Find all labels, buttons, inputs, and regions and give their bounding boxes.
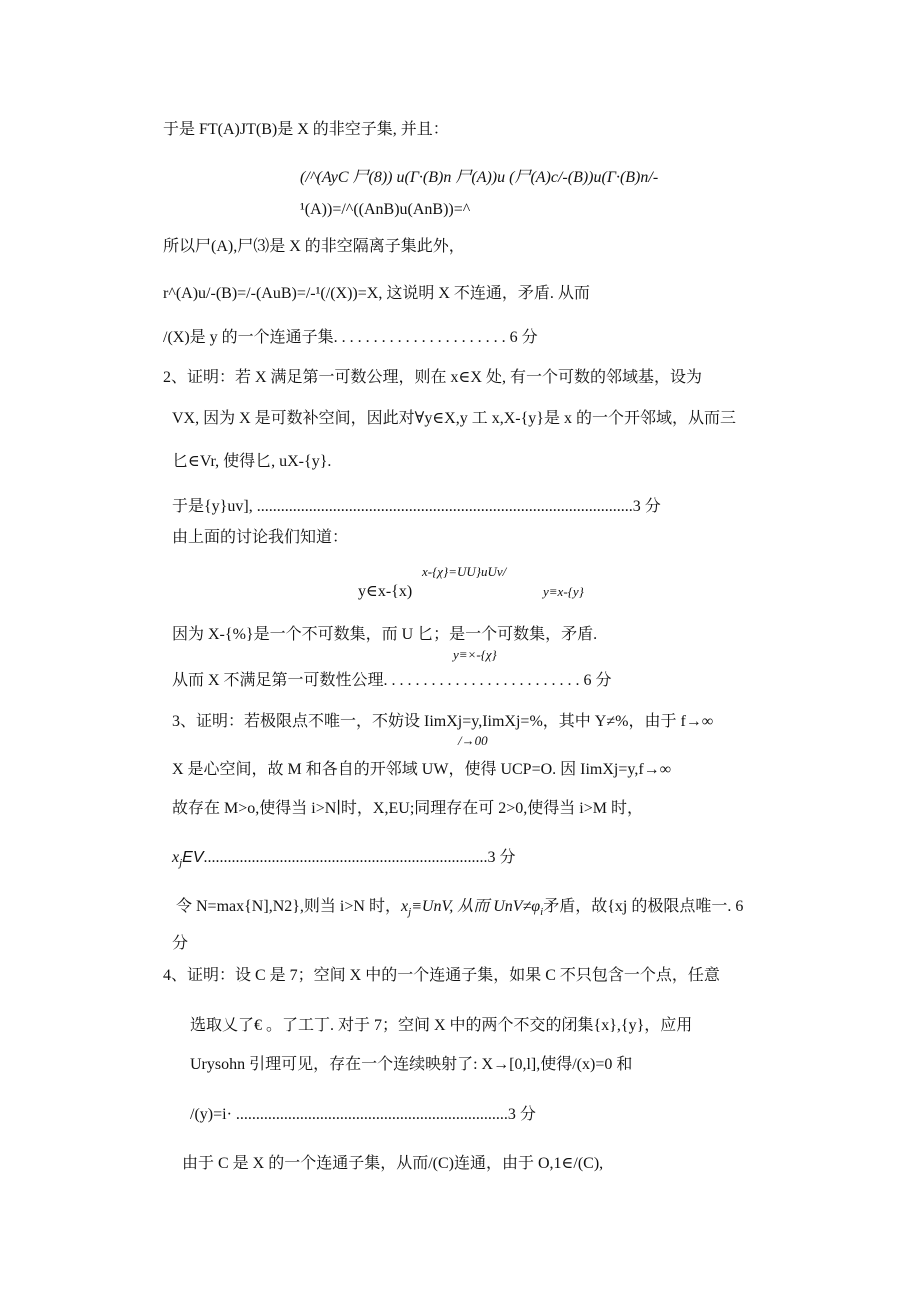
score-leader: .......................................................................3 分 [203,849,516,866]
section-2-heading: 2、证明：若 X 满足第一可数公理，则在 x∈X 处, 有一个可数的邻域基，设为 [163,369,702,386]
text-line [176,897,743,922]
formula-line: (/^(AyC 尸(8)) u(Γ·(B)n 尸(A))u (尸(A)c/-(B))u(Γ·(B)n/- [300,169,659,186]
text-line: VX, 因为 X 是可数补空间，因此对∀y∈X,y 工 x,X-{y}是 x 的一个开邻域，从而三 [172,410,736,427]
section-3-heading: 3、证明：若极限点不唯一，不妨设 IimXj=y,IimXj=%，其中 Y≠%，由于 f→∞ [172,713,714,730]
math-symbol: x [172,849,180,866]
text-segment: 令 N=max{N],N2},则当 i>N 时， [176,898,401,915]
text-line: 匕∈Vr, 使得匕, uX-{y}. [172,453,332,470]
math-symbol: x [400,898,409,915]
formula-line: ¹(A))=/^((AnB)u(AnB))=^ [300,201,471,218]
text-line: /(X)是 y 的一个连通子集. . . . . . . . . . . . . . . . . . . . . . 6 分 [163,329,538,346]
math-symbol: ≡UnV [411,898,450,915]
text-line: 所以尸(A),尸⑶是 X 的非空隔离子集此外， [163,238,465,255]
text-segment: 矛盾，故{xj 的极限点唯一. 6 [543,898,744,915]
math-subscript: j [179,857,183,870]
text-line [172,848,516,873]
text-line: 分 [172,935,189,952]
formula-line: x-{χ}=UU}uUv/ [422,564,507,579]
text-line: 由于 C 是 X 的一个连通子集，从而/(C)连通，由于 O,1∈/(C), [182,1155,604,1172]
text-line: 因为 X-{%}是一个不可数集，而 U 匕；是一个可数集，矛盾. [172,626,598,643]
text-line: 选取乂了€ 。了工丁. 对于 7；空间 X 中的两个不交的闭集{x},{y}，应用 [190,1017,693,1034]
math-subscript: i [540,906,544,919]
text-line: /(y)=i· ....................................................................3 分 [190,1106,536,1123]
formula-subscript: /→00 [458,733,488,748]
text-line: r^(A)u/-(B)=/-(AuB)=/-¹(/(X))=X, 这说明 X 不连通，矛盾. 从而 [163,285,590,302]
formula-subscript: y≡x-{y} [543,584,584,599]
section-4-heading: 4、证明：设 C 是 7；空间 X 中的一个连通子集，如果 C 不只包含一个点，任意 [163,967,720,984]
math-symbol: EV [182,849,204,866]
math-subscript: j [408,906,412,919]
text-line: 故存在 M>o,使得当 i>N∣时，X,EU;同理存在可 2>0,使得当 i>M 时， [172,800,643,817]
text-line: X 是心空间，故 M 和各自的开邻域 UW，使得 UCP=O. 因 IimXj=y,f→∞ [172,761,672,778]
text-line: 于是{y}uv], ..............................................................................................3 分 [172,498,661,515]
text-line: Urysohn 引理可见，存在一个连续映射了: X→[0,l],使得/(x)=0 和 [190,1056,633,1073]
formula-subscript: y∈x-{x) [358,583,413,600]
text-line: 从而 X 不满足第一可数性公理. . . . . . . . . . . . . . . . . . . . . . . . . 6 分 [172,672,612,689]
text-line: 于是 FT(A)JT(B)是 X 的非空子集, 并且： [163,121,449,138]
text-line: 由上面的讨论我们知道： [172,529,349,546]
formula-subscript: y≡×-{χ} [453,647,497,662]
text-segment: , 从而 UnV≠φ [449,898,541,915]
